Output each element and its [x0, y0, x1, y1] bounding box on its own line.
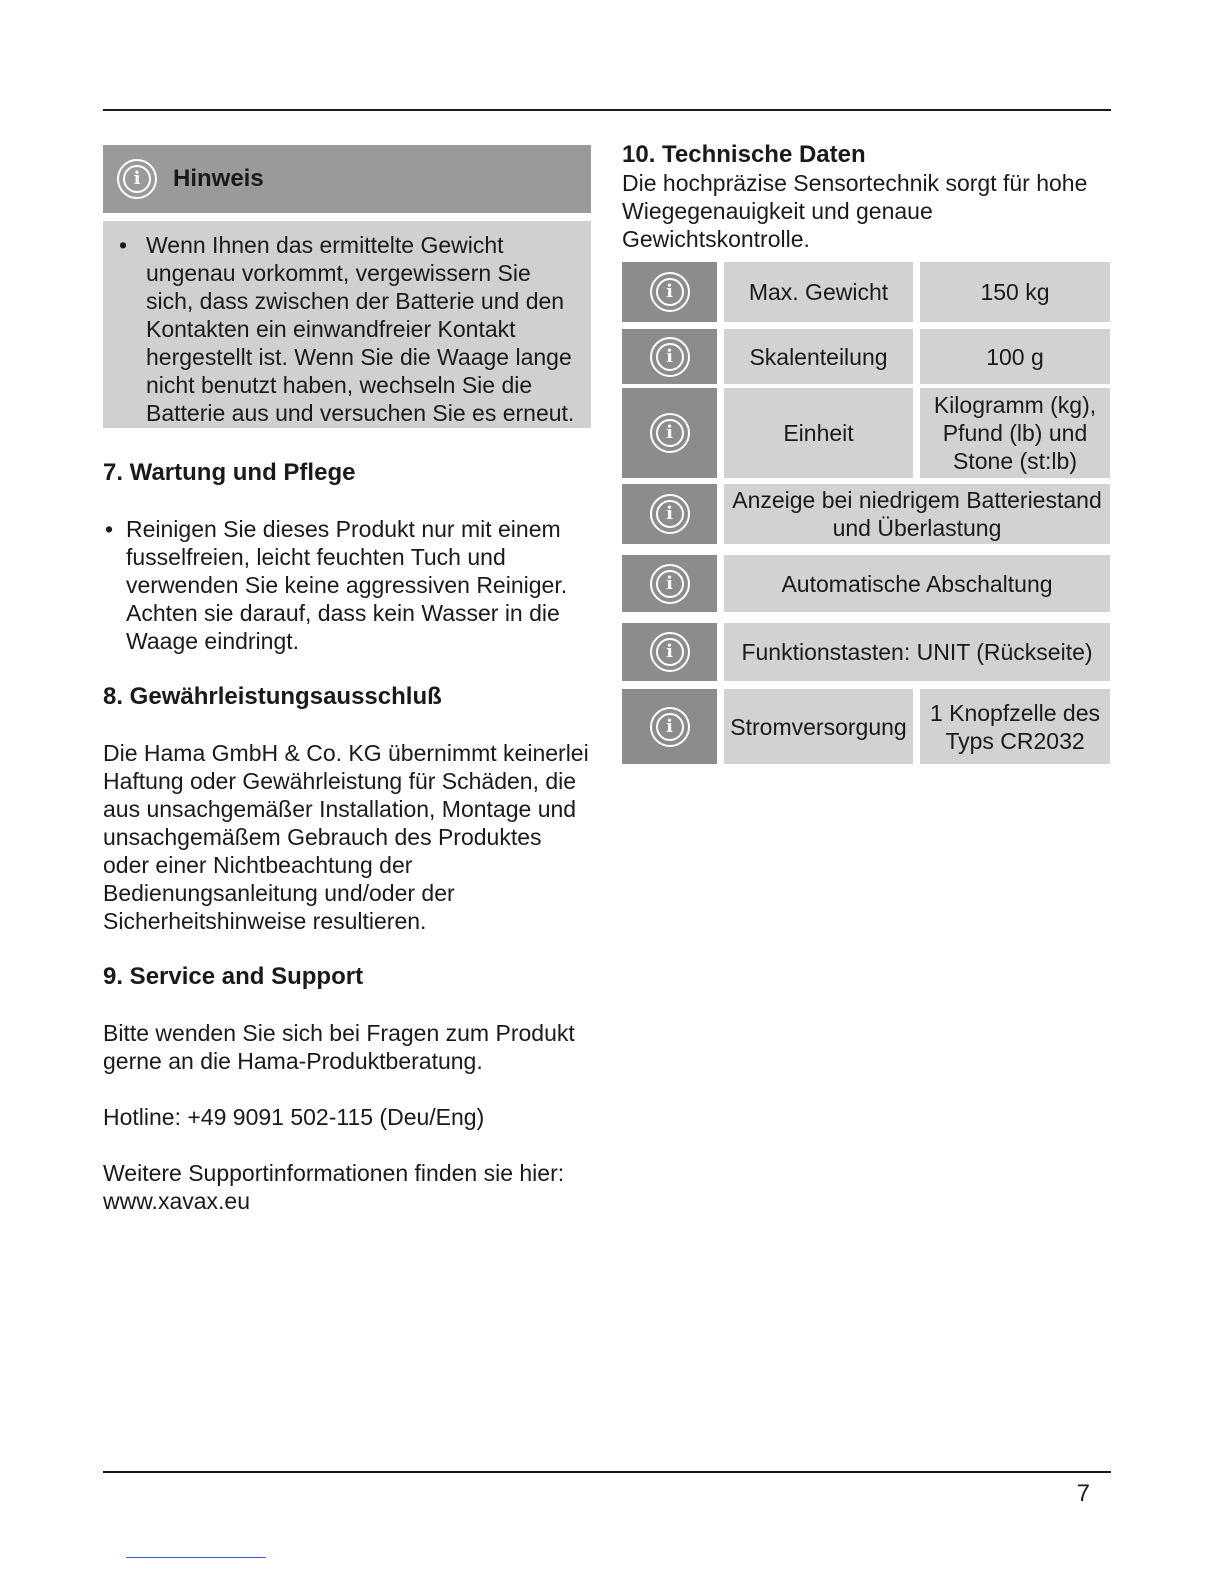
spec-label: Skalenteilung [724, 329, 913, 384]
spec-value: Automatische Abschaltung [724, 555, 1110, 612]
maintenance-bullet: • Reinigen Sie dieses Produkt nur mit einem fusselfreien, leicht feuchten Tuch und verwenden Sie keine aggressiven Reiniger. Achten sie darauf, dass kein Wasser in die Waage eindringt. [103, 515, 591, 655]
spec-label: Stromversorgung [724, 689, 913, 764]
note-text: Wenn Ihnen das ermittelte Gewicht ungenau vorkommt, vergewissern Sie sich, dass zwischen der Batterie und den Kontakten ein einwandfreier Kontakt hergestellt ist. Wenn Sie die Waage lange nicht benutzt haben, wechseln Sie die Batterie aus und versuchen Sie es erneut. [146, 232, 575, 426]
service-text: Bitte wenden Sie sich bei Fragen zum Produkt gerne an die Hama-Produktberatung. [103, 1020, 575, 1074]
info-icon: i [650, 632, 690, 672]
spec-value: Anzeige bei niedrigem Batteriestand und Überlastung [724, 484, 1110, 544]
service-more-info: Weitere Supportinformationen finden sie hier: [103, 1160, 565, 1186]
spec-value: Kilogramm (kg), Pfund (lb) und Stone (st:lb) [920, 388, 1110, 478]
section-heading-tech: 10. Technische Daten [622, 141, 866, 168]
info-icon: i [650, 707, 690, 747]
spec-value: Funktionstasten: UNIT (Rückseite) [724, 623, 1110, 681]
info-icon: i [650, 494, 690, 534]
maintenance-text: Reinigen Sie dieses Produkt nur mit einem fusselfreien, leicht feuchten Tuch und verwenden Sie keine aggressiven Reiniger. Achten sie darauf, dass kein Wasser in die Waage eindringt. [126, 516, 568, 654]
spec-row [622, 388, 1110, 478]
spec-value: 100 g [920, 329, 1110, 384]
note-title: Hinweis [173, 165, 264, 192]
spec-row [622, 262, 1110, 322]
spec-row [622, 329, 1110, 384]
spec-value: 1 Knopfzelle des Typs CR2032 [920, 689, 1110, 764]
service-hotline: Hotline: +49 9091 502-115 (Deu/Eng) [103, 1104, 485, 1130]
info-icon: i [650, 564, 690, 604]
info-icon: i [650, 272, 690, 312]
info-icon: i [117, 159, 157, 199]
top-rule [103, 109, 1111, 111]
spec-row [622, 555, 1110, 612]
note-bullet: • Wenn Ihnen das ermittelte Gewicht ungenau vorkommt, vergewissern Sie sich, dass zwischen der Batterie und den Kontakten ein einwandfreier Kontakt hergestellt ist. Wenn Sie die Waage lange nicht benutzt haben, wechseln Sie die Batterie aus und versuchen Sie es erneut. [117, 231, 577, 427]
page-number: 7 [1076, 1480, 1090, 1507]
info-icon: i [650, 337, 690, 377]
spec-row [622, 484, 1110, 544]
spec-row [622, 689, 1110, 764]
section-heading-warranty: 8. Gewährleistungsausschluß [103, 683, 442, 710]
warranty-text: Die Hama GmbH & Co. KG übernimmt keinerlei Haftung oder Gewährleistung für Schäden, die aus unsachgemäßer Installation, Montage und unsachgemäßem Gebrauch des Produktes oder einer Nichtbeachtung der Bedienungsanleitung und/oder der Sicherheitshinweise resultieren. [103, 740, 589, 934]
stray-line [126, 1557, 266, 1558]
section-heading-service: 9. Service and Support [103, 963, 364, 990]
spec-label: Einheit [724, 388, 913, 478]
note-header [103, 145, 591, 213]
right-column [622, 141, 1112, 253]
note-body [103, 221, 591, 428]
info-icon: i [650, 413, 690, 453]
spec-value: 150 kg [920, 262, 1110, 322]
bottom-rule [103, 1471, 1111, 1473]
spec-label: Max. Gewicht [724, 262, 913, 322]
left-column [103, 145, 591, 1215]
tech-intro: Die hochpräzise Sensortechnik sorgt für hohe Wiegegenauigkeit und genaue Gewichtskontrolle. [622, 170, 1088, 252]
spec-row [622, 623, 1110, 681]
service-url[interactable]: www.xavax.eu [103, 1188, 251, 1214]
section-heading-maintenance: 7. Wartung und Pflege [103, 459, 356, 486]
